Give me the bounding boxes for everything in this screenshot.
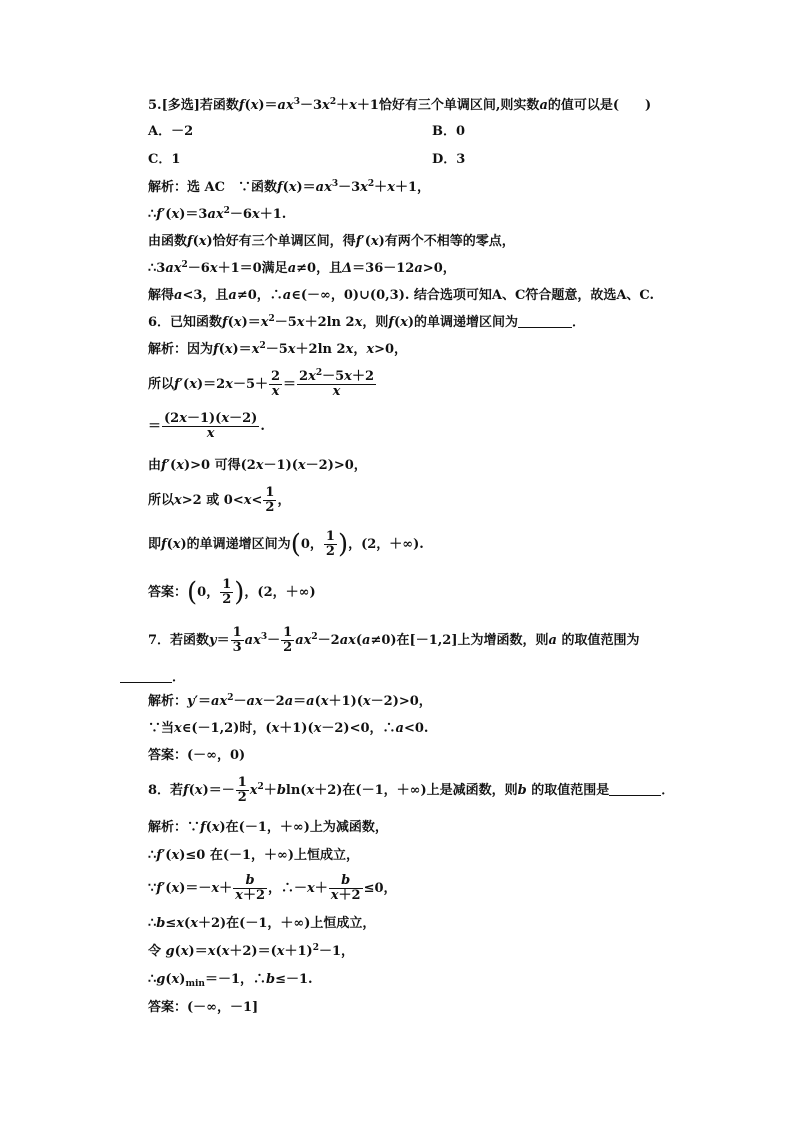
q5-solution-3: 由函数f(x)恰好有三个单调区间，得f′(x)有两个不相等的零点，	[148, 234, 515, 249]
q6-stem: 6．已知函数$f(x)=x^2-5x+2\ln$ 2x，则f(x)的单调递增区间为 ．	[148, 314, 586, 330]
q8-stem: 8．若f(x)＝－ $\frac{1}{2}$ $x^2+bln(x+2)$在(－1，＋∞)上是减函数，则b 的取值范围是 ．	[148, 775, 675, 805]
q8-solution-1: 解析：∵f(x)在(－1，＋∞)上为减函数，	[148, 820, 388, 835]
q7-stem-line2: ．	[120, 670, 185, 686]
q5-solution-1: 解析：选 AC ∵函数$f(x)=ax^3-3x^2+x+1$，	[148, 179, 430, 195]
q5-option-b: B．0	[432, 124, 466, 139]
q8-solution-5: 令 $g(x)=x(x+2)=(x+1)^2-1$，	[148, 943, 355, 959]
q6-solution-6: 即f(x)的单调递增区间为(0， $\frac{1}{2}$ )，(2，＋∞).	[148, 529, 424, 560]
q6-solution-1: 解析：因为$f(x)=x^2-5x+2\ln$ 2x，x>0，	[148, 341, 408, 357]
q8-solution-2: ∴f′(x)≤0 在(－1，＋∞)上恒成立，	[148, 848, 360, 863]
q6-answer: 答案：(0， $\frac{1}{2}$ )，(2，＋∞)	[148, 577, 316, 608]
q8-solution-4: ∴b≤x(x＋2)在(－1，＋∞)上恒成立，	[148, 916, 376, 931]
q6-solution-5: 所以x>2 或 0<x< $\frac{1}{2}$ ，	[148, 485, 291, 515]
q5-stem: 5.[多选]若函数$f(x)=ax^3-3x^2+x+1$恰好有三个单调区间,则实数a的值可以是( )	[148, 97, 652, 113]
q8-answer: 答案：(－∞，－1]	[148, 1000, 259, 1015]
q5-solution-4: $\therefore 3ax^2-6x+1=0$满足a≠0，且Δ＝36－12a>0，	[148, 260, 456, 276]
q6-solution-2: 所以f′(x)＝2x－5＋ $\frac{2}{x}$ ＝ $\frac{2x^2-5x+2}{x}$	[148, 368, 374, 399]
q6-solution-4: 由f′(x)>0 可得(2x－1)(x－2)>0，	[148, 458, 367, 473]
q7-solution-2: ∵当x∈(－1,2)时，(x＋1)(x－2)<0，∴a<0.	[148, 721, 429, 736]
q7-stem-line1: 7．若函数y＝ $\frac{1}{3}$ $ax^3-$ $\frac{1}{2}$ $ax^2-2ax(a\ne 0)$在[－1,2]上为增函数，则a 的取值范围为	[148, 625, 640, 655]
q8-solution-3: ∵f′(x)＝－x＋ $\frac{b}{x+2}$ ，∴－x＋ $\frac{b}{x+2}$ ≤0，	[148, 873, 397, 903]
q5-option-c: C．1	[148, 152, 181, 167]
q7-answer: 答案：(－∞，0)	[148, 748, 246, 763]
q5-option-a: A．－2	[148, 124, 194, 139]
q8-solution-6: $\therefore g(x)_{min}=-1$，∴b≤－1.	[148, 972, 313, 989]
q7-solution-1: 解析：$y'=ax^2-ax-2a=a(x+1)(x-2)>0$，	[148, 693, 432, 709]
q5-solution-2: $\therefore f'(x)=3ax^2-6x+1$.	[148, 206, 287, 222]
q5-option-d: D．3	[432, 152, 466, 167]
q5-solution-5: 解得a<3，且a≠0，∴a∈(－∞，0)∪(0,3). 结合选项可知A、C符合题意，故选A、C.	[148, 288, 655, 303]
q6-solution-3: ＝ $\frac{(2x-1)(x-2)}{x}$ .	[148, 411, 265, 441]
